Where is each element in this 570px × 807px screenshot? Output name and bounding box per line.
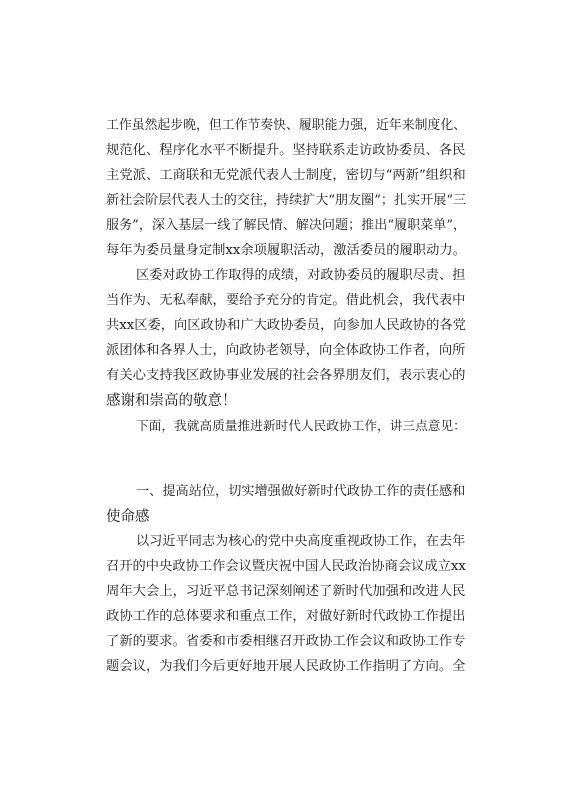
- text-line: 了新的要求。省委和市委相继召开政协工作会议和政协工作专: [106, 634, 466, 649]
- text-line: 召开的中央政协工作会议暨庆祝中国人民政治协商会议成立xx: [106, 559, 466, 574]
- section-heading-line: 使命感: [106, 509, 150, 525]
- text-line: 区委对政协工作取得的成绩，对政协委员的履职尽责、担: [136, 268, 466, 283]
- text-line: 工作虽然起步晚，但工作节奏快、履职能力强，近年来制度化、: [106, 118, 467, 133]
- section-heading-line: 一、提高站位，切实增强做好新时代政协工作的责任感和: [136, 484, 466, 499]
- text-line: 题会议，为我们今后更好地开展人民政协工作指明了方向。全: [106, 659, 466, 674]
- text-line: 派团体和各界人士，向政协老领导，向全体政协工作者，向所: [106, 343, 466, 358]
- text-line: 以习近平同志为核心的党中央高度重视政协工作，在去年: [136, 534, 466, 549]
- text-line: 共xx区委，向区政协和广大政协委员，向参加人民政协的各党: [106, 318, 466, 333]
- text-line: 感谢和崇高的敬意！: [106, 393, 237, 409]
- text-line: 规范化、程序化水平不断提升。坚持联系走访政协委员、各民: [106, 143, 466, 158]
- text-line: 周年大会上，习近平总书记深刻阐述了新时代加强和改进人民: [106, 584, 466, 599]
- text-line: 新社会阶层代表人士的交往，持续扩大“朋友圈”；扎实开展“三: [106, 193, 467, 208]
- text-line: 有关心支持我区政协事业发展的社会各界朋友们，表示衷心的: [106, 368, 466, 383]
- text-line: 当作为、无私奉献，要给予充分的肯定。借此机会，我代表中: [106, 293, 466, 308]
- text-line: 每年为委员量身定制xx余项履职活动，激活委员的履职动力。: [106, 243, 466, 258]
- text-line: 政协工作的总体要求和重点工作，对做好新时代政协工作提出: [106, 609, 466, 624]
- text-line: 主党派、工商联和无党派代表人士制度，密切与“两新”组织和: [106, 168, 466, 183]
- text-line: 服务”，深入基层一线了解民情、解决问题；推出“履职菜单”，: [106, 218, 467, 233]
- text-line: 下面，我就高质量推进新时代人民政协工作，讲三点意见：: [136, 418, 466, 433]
